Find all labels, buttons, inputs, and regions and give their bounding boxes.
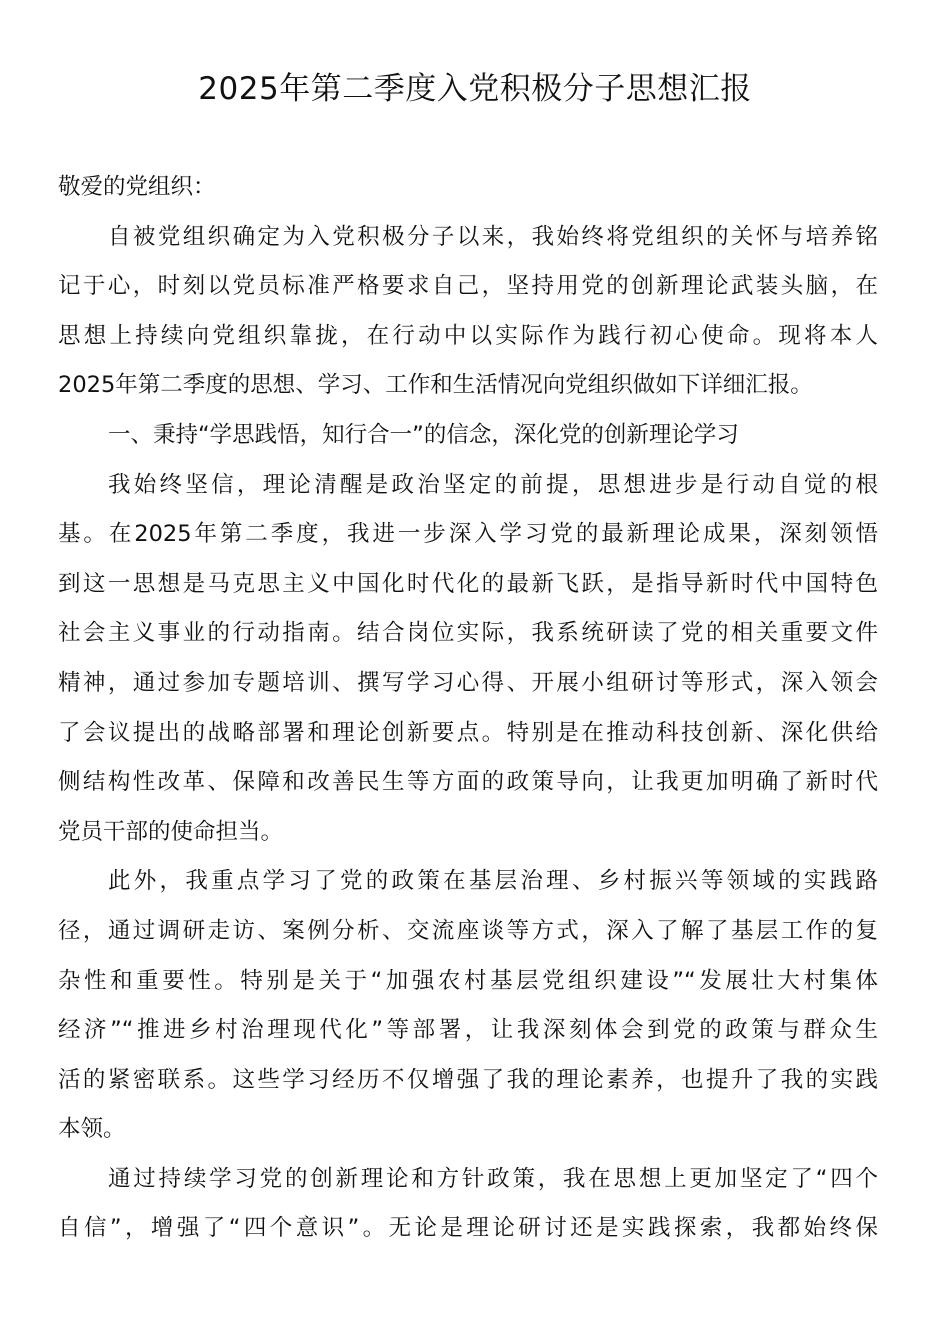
paragraph-line: 思想上持续向党组织靠拢，在行动中以实际作为践行初心使命。现将本人 [58, 322, 878, 349]
paragraph-line: 我始终坚信，理论清醒是政治坚定的前提，思想进步是行动自觉的根 [108, 471, 878, 498]
paragraph-line: 杂性和重要性。特别是关于“加强农村基层党组织建设”“发展壮大村集体 [58, 967, 878, 994]
paragraph-line: 精神，通过参加专题培训、撰写学习心得、开展小组研讨等形式，深入领会 [58, 669, 878, 696]
paragraph-line: 基。在2025年第二季度，我进一步深入学习党的最新理论成果，深刻领悟 [58, 521, 878, 548]
page-title: 2025年第二季度入党积极分子思想汇报 [198, 71, 752, 107]
paragraph-line: 社会主义事业的行动指南。结合岗位实际，我系统研读了党的相关重要文件 [58, 620, 878, 647]
paragraph-line: 侧结构性改革、保障和改善民生等方面的政策导向，让我更加明确了新时代 [58, 769, 878, 796]
paragraph-line: 了会议提出的战略部署和理论创新要点。特别是在推动科技创新、深化供给 [58, 719, 878, 746]
section-heading: 一、秉持“学思践悟，知行合一”的信念，深化党的创新理论学习 [108, 421, 739, 448]
paragraph-line: 自信”，增强了“四个意识”。无论是理论研讨还是实践探索，我都始终保 [58, 1215, 878, 1242]
paragraph-line: 活的紧密联系。这些学习经历不仅增强了我的理论素养，也提升了我的实践 [58, 1066, 878, 1093]
paragraph-line: 此外，我重点学习了党的政策在基层治理、乡村振兴等领域的实践路 [108, 868, 878, 895]
paragraph-line: 自被党组织确定为入党积极分子以来，我始终将党组织的关怀与培养铭 [108, 223, 878, 250]
paragraph-line: 通过持续学习党的创新理论和方针政策，我在思想上更加坚定了“四个 [108, 1165, 878, 1192]
report-body [58, 163, 878, 1254]
paragraph-line: 2025年第二季度的思想、学习、工作和生活情况向党组织做如下详细汇报。 [58, 372, 813, 399]
paragraph-line: 到这一思想是马克思主义中国化时代化的最新飞跃，是指导新时代中国特色 [58, 570, 878, 597]
salutation: 敬爱的党组织： [58, 174, 216, 200]
paragraph-line: 党员干部的使命担当。 [58, 818, 284, 845]
paragraph-line: 经济”“推进乡村治理现代化”等部署，让我深刻体会到党的政策与群众生 [58, 1017, 878, 1044]
paragraph-line: 径，通过调研走访、案例分析、交流座谈等方式，深入了解了基层工作的复 [58, 917, 878, 944]
paragraph-line: 本领。 [58, 1116, 126, 1143]
paragraph-line: 记于心，时刻以党员标准严格要求自己，坚持用党的创新理论武装头脑，在 [58, 273, 878, 300]
